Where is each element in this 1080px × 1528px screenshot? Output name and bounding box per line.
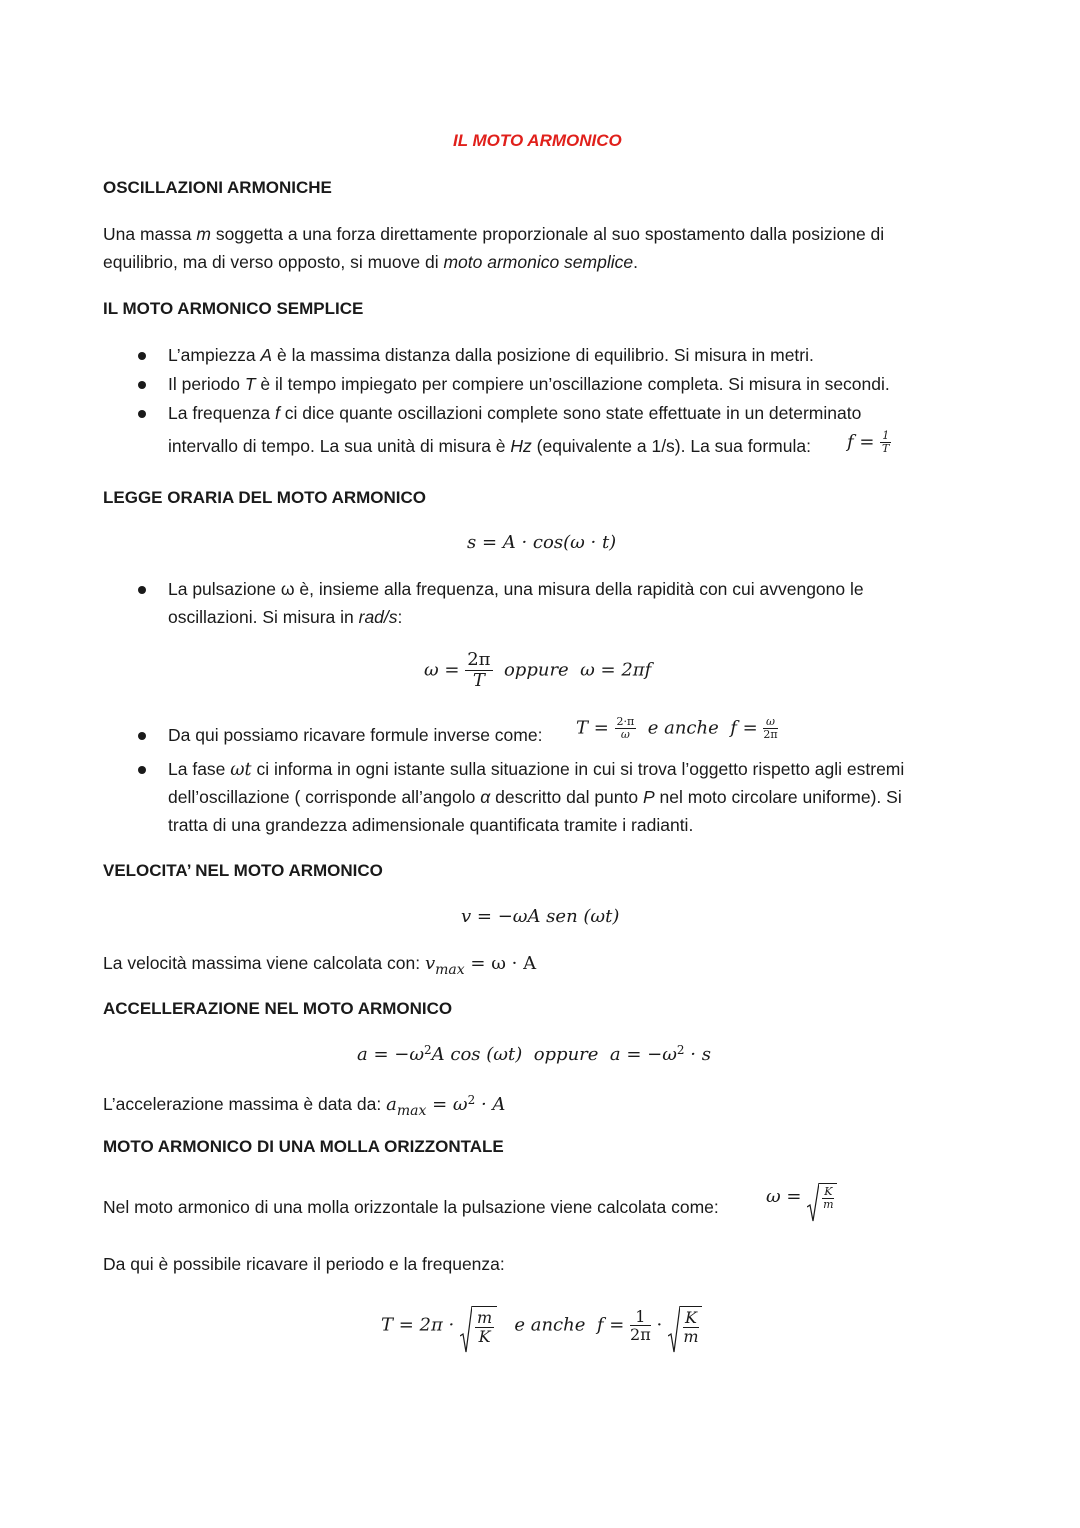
text: Una massa [103, 224, 197, 244]
formula-molla-pulsazione [766, 1183, 837, 1211]
list-item-frequenza [168, 399, 861, 427]
formula-lhs: T = [576, 717, 609, 739]
fraction [880, 430, 891, 455]
text-italic: T [244, 374, 256, 394]
bullet-icon [138, 586, 146, 594]
text: L’accelerazione massima è data da: [103, 1094, 382, 1114]
formula-legge-oraria: s = A · cos(ω · t) [467, 532, 617, 553]
fraction-denominator: ω [620, 728, 630, 742]
formula-sup: 2 [467, 1093, 476, 1107]
formula-velocita: v = −ωA sen (ωt) [461, 906, 620, 927]
formula-sub: max [435, 962, 465, 978]
formula-var: v [424, 953, 436, 974]
text: La velocità massima viene calcolata con: [103, 953, 421, 973]
fraction [763, 716, 777, 741]
formula-velocita-max [424, 953, 537, 978]
fraction-denominator: m [823, 1198, 834, 1212]
sqrt [460, 1306, 497, 1345]
formula-accelerazione-max [386, 1093, 506, 1119]
paragraph-velocita-max [103, 949, 536, 984]
formula-part: a = −ω [357, 1044, 425, 1065]
fraction-numerator: K [684, 1308, 697, 1327]
fraction-numerator: K [824, 1185, 833, 1198]
page-title: IL MOTO ARMONICO [453, 131, 622, 150]
text: dell’oscillazione ( corrisponde all’angolo [168, 787, 481, 807]
text: ci dice quante oscillazioni complete sono state effettuate in un determinato [279, 403, 862, 423]
fraction-numerator: m [477, 1308, 493, 1327]
sqrt [668, 1306, 702, 1345]
text-italic: moto armonico semplice [443, 252, 634, 272]
formula-lhs: T = 2π · [381, 1314, 455, 1336]
fraction [683, 1309, 699, 1345]
text: è il tempo impiegato per compiere un’oscillazione completa. Si misura in secondi. [255, 374, 890, 394]
fraction [475, 1309, 494, 1345]
formula-part: · s [690, 1044, 711, 1065]
paragraph-accelerazione-max [103, 1086, 505, 1125]
text: equilibrio, ma di verso opposto, si muove di [103, 252, 444, 272]
formula-rhs: = ω · A [470, 953, 537, 974]
bullet-icon [138, 732, 146, 740]
fraction [615, 716, 637, 741]
formula-pulsazione [424, 650, 651, 691]
heading-oscillazioni: OSCILLAZIONI ARMONICHE [103, 178, 332, 197]
heading-legge-oraria: LEGGE ORARIA DEL MOTO ARMONICO [103, 488, 427, 507]
bullet-icon [138, 410, 146, 418]
formula-lhs: f = [730, 717, 758, 739]
text: intervallo di tempo. La sua unità di misura è [168, 436, 511, 456]
formula-connector: oppure [503, 659, 569, 681]
formula-part: = ω [432, 1094, 468, 1115]
fraction [630, 1308, 651, 1344]
paragraph-molla-periodo: Da qui è possibile ricavare il periodo e la frequenza: [103, 1254, 505, 1274]
sqrt [807, 1183, 837, 1211]
text: oscillazioni. Si misura in [168, 607, 359, 627]
list-item-frequenza-line2 [168, 432, 811, 460]
text-italic: rad/s [358, 607, 398, 627]
formula-sub: max [396, 1103, 427, 1119]
formula-accelerazione [357, 1043, 711, 1065]
fraction-denominator: 2π [630, 1325, 651, 1345]
text: : [397, 607, 403, 627]
text-italic: P [642, 787, 655, 807]
formula-connector: e anche [647, 717, 719, 739]
fraction-numerator: ω [763, 716, 777, 729]
formula-dot: · [656, 1314, 663, 1336]
formula-lhs: f = [847, 431, 875, 453]
formula-lhs: f = [596, 1314, 625, 1336]
paragraph-molla-pulsazione: Nel moto armonico di una molla orizzontale la pulsazione viene calcolata come: [103, 1197, 719, 1217]
text: L’ampiezza [168, 345, 261, 365]
fraction-denominator: m [683, 1326, 699, 1346]
list-item-formule-inverse: Da qui possiamo ricavare formule inverse come: [168, 725, 543, 745]
text-italic: A [260, 345, 273, 365]
fraction-denominator: 2π [763, 728, 778, 742]
text: La fase [168, 759, 231, 779]
text-italic: α [480, 787, 491, 807]
bullet-icon [138, 766, 146, 774]
formula-connector: e anche [514, 1314, 586, 1336]
formula-frequenza [847, 430, 891, 455]
formula-rhs: ω = 2πf [580, 659, 652, 681]
text: descritto dal punto [490, 787, 643, 807]
formula-part: a = −ω [609, 1044, 677, 1065]
formula-sup: 2 [424, 1043, 432, 1057]
formula-molla-periodo-frequenza [381, 1306, 702, 1345]
fraction-numerator: 2·π [616, 715, 635, 728]
text: La frequenza [168, 403, 276, 423]
heading-semplice: IL MOTO ARMONICO SEMPLICE [103, 299, 364, 318]
text: soggetta a una forza direttamente proporzionale al suo spostamento dalla posizione di [210, 224, 885, 244]
list-item-fase [168, 755, 904, 784]
text: (equivalente a 1/s). La sua formula: [531, 436, 811, 456]
list-item-ampiezza [168, 341, 814, 369]
text-italic: Hz [510, 436, 532, 456]
text: ci informa in ogni istante sulla situazione in cui si trova l’oggetto rispetto agli estremi [251, 759, 905, 779]
list-item-pulsazione: La pulsazione ω è, insieme alla frequenza, una misura della rapidità con cui avvengono le [168, 579, 864, 599]
text-italic: f [275, 403, 280, 423]
fraction-numerator: 1 [882, 429, 890, 442]
paragraph-oscillazioni-line1 [103, 220, 884, 248]
fraction-denominator: T [472, 669, 485, 691]
heading-molla: MOTO ARMONICO DI UNA MOLLA ORIZZONTALE [103, 1137, 504, 1156]
formula-lhs: ω = [766, 1186, 802, 1208]
list-item-fase-line3: tratta di una grandezza adimensionale quantificata tramite i radianti. [168, 815, 694, 835]
bullet-icon [138, 352, 146, 360]
list-item-periodo [168, 370, 890, 398]
fraction [822, 1186, 834, 1211]
formula-connector: oppure [533, 1044, 599, 1065]
formula-part: · A [480, 1094, 506, 1115]
list-item-pulsazione-line2 [168, 603, 402, 631]
formula-inverse [576, 716, 778, 741]
text-italic: ωt [230, 760, 252, 780]
fraction-denominator: T [882, 442, 890, 456]
heading-velocita: VELOCITA’ NEL MOTO ARMONICO [103, 861, 383, 880]
bullet-icon [138, 381, 146, 389]
radical-icon [460, 1306, 472, 1354]
formula-part: A cos (ωt) [431, 1044, 523, 1065]
text: . [633, 252, 638, 272]
formula-sup: 2 [676, 1043, 685, 1057]
fraction [465, 650, 492, 691]
fraction-numerator: 1 [630, 1308, 651, 1327]
text: Il periodo [168, 374, 245, 394]
text-italic: m [196, 224, 211, 244]
fraction-numerator: 2π [467, 649, 491, 670]
text: è la massima distanza dalla posizione di equilibrio. Si misura in metri. [272, 345, 814, 365]
fraction-denominator: K [478, 1326, 491, 1346]
radical-icon [807, 1183, 819, 1223]
paragraph-oscillazioni-line2 [103, 248, 638, 276]
list-item-fase-line2 [168, 783, 902, 811]
heading-accelerazione: ACCELLERAZIONE NEL MOTO ARMONICO [103, 999, 453, 1018]
radical-icon [668, 1306, 680, 1354]
formula-var: a [386, 1094, 397, 1115]
text: nel moto circolare uniforme). Si [654, 787, 902, 807]
formula-lhs: ω = [424, 659, 460, 681]
